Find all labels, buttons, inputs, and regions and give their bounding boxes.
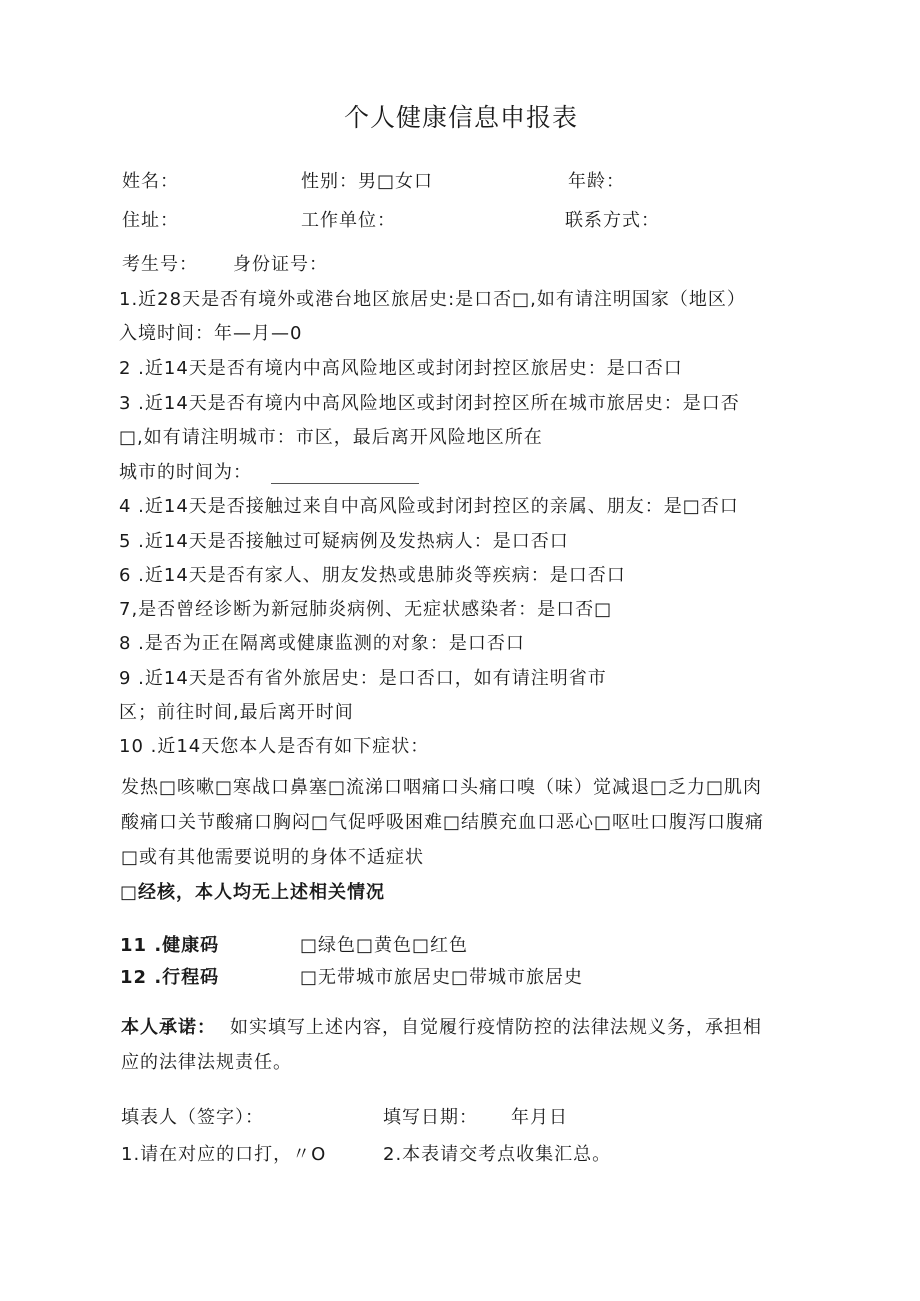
note-2: 2.本表请交考点收集汇总。 bbox=[383, 1144, 612, 1165]
question-1-entry-time: 入境时间：年—月—0 bbox=[119, 323, 303, 344]
promise-text-continued: 应的法律法规责任。 bbox=[121, 1052, 292, 1073]
page-title: 个人健康信息申报表 bbox=[344, 103, 579, 132]
symptoms-line-1: 发热□咳嗽□寒战口鼻塞□流涕口咽痛口头痛口嗅（味）觉减退□乏力□肌肉 bbox=[121, 777, 763, 798]
gender-field: 性别：男□女口 bbox=[301, 171, 434, 192]
question-2: 2 .近14天是否有境内中高风险地区或封闭封控区旅居史：是口否口 bbox=[119, 358, 683, 379]
signature-label: 填表人（签字）： bbox=[121, 1107, 264, 1128]
work-unit-label: 工作单位： bbox=[301, 210, 396, 231]
id-number-label: 身份证号： bbox=[233, 254, 328, 275]
question-1: 1.近28天是否有境外或港台地区旅居史:是口否□,如有请注明国家（地区） bbox=[119, 289, 746, 310]
no-symptoms-confirmation: □经核，本人均无上述相关情况 bbox=[120, 882, 386, 903]
question-9: 9 .近14天是否有省外旅居史：是口否口，如有请注明省市 bbox=[119, 668, 607, 689]
promise-label: 本人承诺： bbox=[121, 1017, 216, 1038]
question-3-leave-time: 城市的时间为： bbox=[119, 462, 252, 483]
question-3-continued: □,如有请注明城市：市区，最后离开风险地区所在 bbox=[119, 427, 543, 448]
contact-label: 联系方式： bbox=[565, 210, 660, 231]
name-label: 姓名： bbox=[122, 171, 179, 192]
question-7: 7,是否曾经诊断为新冠肺炎病例、无症状感染者：是口否□ bbox=[119, 599, 613, 620]
question-4: 4 .近14天是否接触过来自中高风险或封闭封控区的亲属、朋友：是□否口 bbox=[119, 496, 739, 517]
itinerary-code-label: 12 .行程码 bbox=[120, 967, 220, 988]
address-label: 住址： bbox=[122, 210, 179, 231]
question-9-continued: 区；前往时间,最后离开时间 bbox=[119, 702, 354, 723]
health-code-label: 11 .健康码 bbox=[120, 935, 220, 956]
note-1: 1.请在对应的口打，〃O bbox=[121, 1144, 327, 1165]
question-6: 6 .近14天是否有家人、朋友发热或患肺炎等疾病：是口否口 bbox=[119, 565, 626, 586]
age-label: 年龄： bbox=[568, 171, 625, 192]
question-5: 5 .近14天是否接触过可疑病例及发热病人：是口否口 bbox=[119, 531, 569, 552]
question-10: 10 .近14天您本人是否有如下症状： bbox=[119, 736, 430, 757]
promise-text: 如实填写上述内容，自觉履行疫情防控的法律法规义务，承担相 bbox=[230, 1017, 762, 1038]
symptoms-line-2: 酸痛口关节酸痛口胸闷□气促呼吸困难□结膜充血口恶心□呕吐口腹泻口腹痛 bbox=[121, 812, 765, 833]
fill-date-label: 填写日期： bbox=[383, 1107, 478, 1128]
question-3: 3 .近14天是否有境内中高风险地区或封闭封控区所在城市旅居史：是口否 bbox=[119, 393, 740, 414]
health-code-options: □绿色□黄色□红色 bbox=[300, 935, 469, 956]
question-8: 8 .是否为正在隔离或健康监测的对象：是口否口 bbox=[119, 633, 525, 654]
symptoms-line-3: □或有其他需要说明的身体不适症状 bbox=[121, 847, 425, 868]
itinerary-code-options: □无带城市旅居史□带城市旅居史 bbox=[300, 967, 584, 988]
leave-time-blank bbox=[271, 483, 419, 484]
fill-date-value: 年月日 bbox=[511, 1107, 568, 1128]
exam-number-label: 考生号： bbox=[122, 254, 198, 275]
